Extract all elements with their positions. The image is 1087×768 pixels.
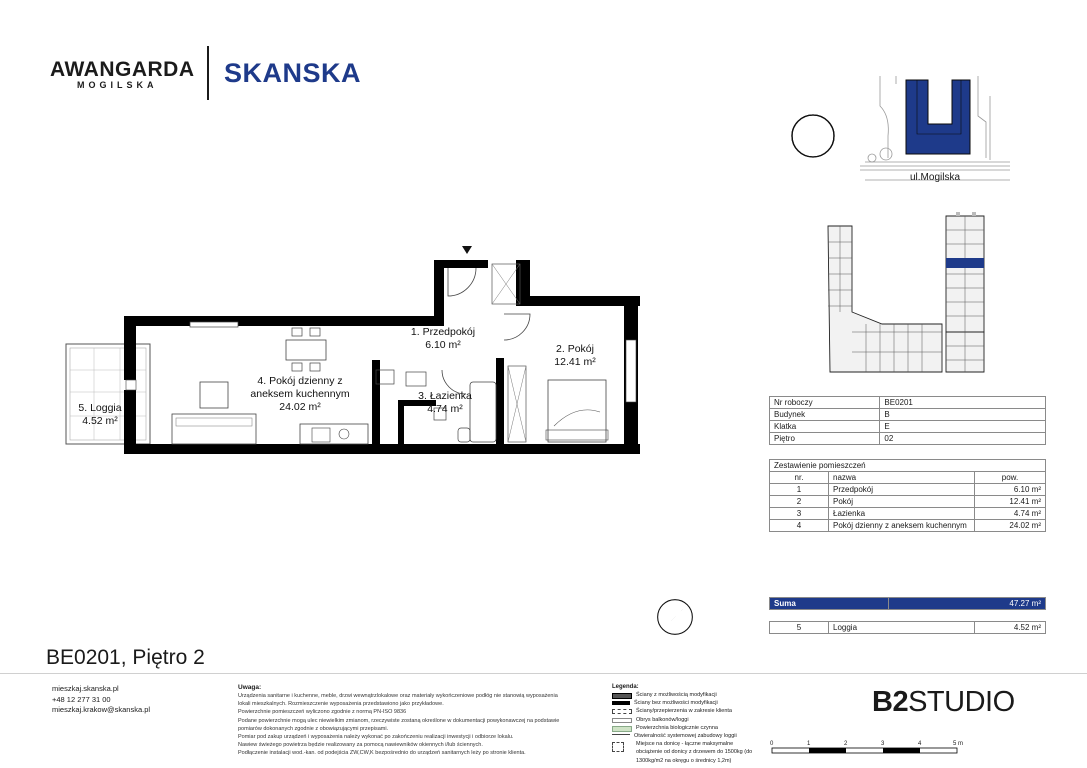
cell-area: 4.52 m² [975,622,1046,634]
room-area: 4.52 m² [82,415,118,427]
info-value: E [880,421,1046,433]
contact-email[interactable]: mieszkaj.krakow@skanska.pl [52,705,151,714]
notes-block [238,692,583,758]
legend-item [612,707,757,715]
cell-area: 24.02 m² [975,520,1046,532]
room-name: 5. Loggia [78,402,122,414]
cell-name: Loggia [829,622,975,634]
client-wall-swatch [612,709,632,714]
cell-area: 4.74 m² [975,508,1046,520]
b2studio-logo [872,686,1015,719]
note-line: Nawiew świeżego powietrza będzie realizowany za pomocą nawiewników okiennych i/lub ściennych. [238,742,483,749]
room-name: 2. Pokój [556,343,594,355]
unit-info-table [769,396,1046,445]
scale-tick: 5 m [953,741,964,747]
loggia-table [769,621,1046,634]
compass-icon [790,113,836,159]
scale-tick: 3 [881,741,885,747]
room-name: 1. Przedpokój [410,326,476,338]
legend [612,691,757,765]
info-label: Nr roboczy [770,397,880,409]
note-line: Urządzenia sanitarne i kuchenne, meble, drzwi wewnątrzlokalowe oraz materiały wykończeniowe podłóg nie stanowią wyposażenia [238,693,558,699]
info-value: BE0201 [880,397,1046,409]
header-nr: nr. [770,472,829,484]
info-value: B [880,409,1046,421]
room-label-hall [398,326,488,352]
cell-name: Pokój dzienny z aneksem kuchennym [829,520,975,532]
loggia-opening-swatch [612,734,630,739]
b2studio-bold: B2 [872,686,909,718]
sum-table [769,597,1046,610]
legend-item [612,732,757,740]
modifiable-wall-swatch [612,693,632,699]
compass-icon [656,598,694,636]
room-label-living [240,375,360,414]
footer-divider [0,673,1087,674]
sum-label: Suma [770,598,889,610]
legend-item [612,716,757,724]
table-row [770,622,1046,634]
legend-label: Ściany bez możliwości modyfikacji [634,700,718,707]
awangarda-logo-sub: MOGILSKA [77,80,158,90]
awangarda-logo: AWANGARDA [50,58,195,81]
green-area-swatch [612,726,632,732]
cell-area: 12.41 m² [975,496,1046,508]
room-area: 4.74 m² [427,403,463,415]
b2studio-rest: STUDIO [908,686,1015,718]
street-label: ul.Mogilska [910,172,961,183]
fixed-wall-swatch [612,701,630,705]
room-label-loggia [70,402,130,428]
planter-swatch [612,742,624,752]
legend-item [612,691,757,699]
logo-divider [207,46,209,100]
legend-label: Powierzchnia biologicznie czynna [636,724,718,731]
table-row [770,433,1046,445]
room-label-bedroom [540,343,610,369]
rooms-table [769,459,1046,532]
legend-heading: Legenda: [612,684,639,690]
table-caption: Zestawienie pomieszczeń [770,460,1046,472]
page-title: BE0201, Piętro 2 [46,646,205,669]
note-line: Pomiar pod zakup urządzeń i wyposażenia należy wykonać po zakończeniu realizacji inwestycji i odbiorze lokalu. [238,734,514,741]
cell-nr: 3 [770,508,829,520]
skanska-logo: SKANSKA [224,58,362,88]
scale-tick: 4 [918,741,922,747]
contact-block [52,684,150,716]
contact-phone[interactable]: +48 12 277 31 00 [52,694,111,704]
cell-name: Łazienka [829,508,975,520]
room-label-bathroom [410,390,480,416]
cell-nr: 2 [770,496,829,508]
scale-tick: 1 [807,741,811,747]
site-plan [860,76,1010,186]
table-row [770,484,1046,496]
compass-north-label: N [800,141,811,152]
compass-north-label: N [665,622,674,631]
cell-name: Pokój [829,496,975,508]
scale-tick: 0 [770,741,774,747]
header-area: pow. [975,472,1046,484]
cell-nr: 5 [770,622,829,634]
info-value: 02 [880,433,1046,445]
sum-row [770,598,1046,610]
legend-item [612,740,757,765]
info-label: Klatka [770,421,880,433]
legend-label: Ściany/przepierzenia w zakresie klienta [636,708,732,715]
balcony-outline-swatch [612,718,632,723]
room-area: 12.41 m² [554,356,596,368]
table-row [770,508,1046,520]
note-line: pomiarów dokonanych zgodnie z obowiązującymi przepisami. [238,725,389,732]
contact-website[interactable]: mieszkaj.skanska.pl [52,684,119,693]
legend-label: Ściany z możliwością modyfikacji [636,692,717,698]
info-label: Piętro [770,433,880,445]
legend-label: Obrys balkonów/loggi [636,716,689,723]
note-line: Powierzchnie pomieszczeń wyliczono zgodnie z normą PN-ISO 9836 [238,709,407,716]
legend-label: Miejsce na donicę - łączne maksymalne obciążenie od donicy z drzewem do 1500kg (do 1300kg/m2 na okręgu o średnicy 1,2m) [636,741,753,764]
table-header-row [770,472,1046,484]
header-name: nazwa [829,472,975,484]
note-line: lokali mieszkalnych. Rozmieszczenie wyposażenia przedstawiono jako przykładowe. [238,701,444,708]
room-name-line2: aneksem kuchennym [250,388,350,400]
scale-bar [770,746,960,756]
room-name-line1: 4. Pokój dzienny z [257,375,343,387]
note-line: Podane powierzchnie mogą ulec niewielkim zmianom, rzeczywiste zostaną określone w dokumentacji powykonawczej na podstawie [238,717,560,724]
legend-item [612,699,757,707]
room-name: 3. Łazienka [418,390,472,402]
sum-value: 47.27 m² [889,598,1046,610]
notes-heading: Uwaga: [238,684,262,691]
table-row [770,409,1046,421]
legend-item [612,724,757,732]
room-area: 6.10 m² [425,339,461,351]
legend-label: Otwieralność systemowej zabudowy loggii [634,733,737,740]
table-row [770,520,1046,532]
note-line: Podłączenie instalacji wod.-kan. od podejścia ZW,CW,K bezpośrednio do urządzeń sanitarnych leży po stronie klienta. [238,750,526,757]
info-label: Budynek [770,409,880,421]
cell-nr: 4 [770,520,829,532]
table-caption-row [770,460,1046,472]
scale-tick: 2 [844,741,848,747]
table-row [770,397,1046,409]
cell-area: 6.10 m² [975,484,1046,496]
building-key-plan [822,212,998,382]
cell-name: Przedpokój [829,484,975,496]
room-area: 24.02 m² [279,401,321,413]
table-row [770,496,1046,508]
cell-nr: 1 [770,484,829,496]
table-row [770,421,1046,433]
